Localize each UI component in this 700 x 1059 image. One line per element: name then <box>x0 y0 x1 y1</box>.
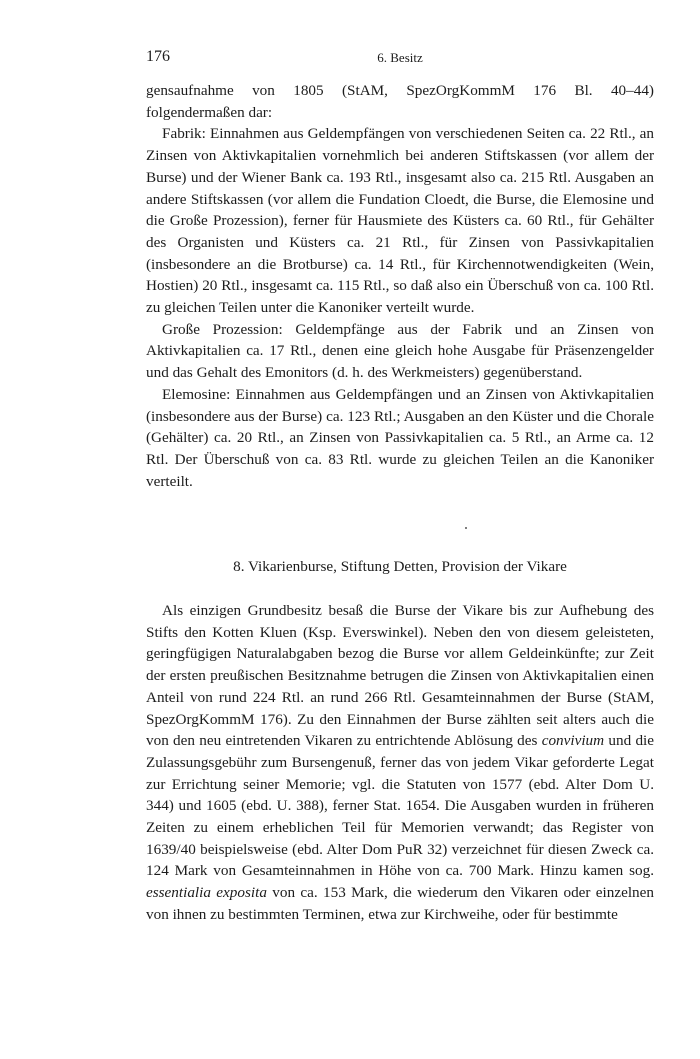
paragraph-text: von ca. 153 Mark, die wiederum den Vikaren oder einzelnen von ihnen zu bestimmten Terminen, etwa zur Kirchweihe, oder für bestimmte <box>146 884 654 923</box>
page-number: 176 <box>146 48 170 65</box>
page-header <box>146 46 654 68</box>
paragraph-text: und die Zulassungsgebühr zum Bursengenuß, ferner das von jedem Vikar geforderte Legat zur Errichtung seiner Memorie; vgl. die Statuten von 1577 (ebd. Alter Dom U. 344) und 1605 (ebd. U. 388), ferner Stat. 1654. Die Ausgaben wurden in früheren Zeiten zu einem erheblichen Teil für Memorien verwandt; das Register von 1639/40 beispielsweise (ebd. Alter Dom PuR 32) verzeichnet für diesen Zweck ca. 124 Mark von Gesamteinnahmen in Höhe von ca. 700 Mark. Hinzu kamen sog. <box>146 732 655 880</box>
speck-mark <box>465 527 467 529</box>
text-block-bottom <box>146 600 654 926</box>
section-heading: 8. Vikarienburse, Stiftung Detten, Provision der Vikare <box>233 558 567 575</box>
paragraph-elemosine: Elemosine: Einnahmen aus Geldempfängen und an Zinsen von Aktivkapitalien (insbesondere aus der Burse) ca. 123 Rtl.; Ausgaben an den Küster und die Chorale (Gehälter) ca. 20 Rtl., an Zinsen von Passivkapitalien ca. 5 Rtl., an Arme ca. 12 Rtl. Der Überschuß von ca. 83 Rtl. wurde zu gleichen Teilen an die Kanoniker verteilt. <box>146 385 654 490</box>
text-block-top <box>146 80 654 492</box>
paragraph-vikarienburse <box>146 600 654 926</box>
italic-term: convivium <box>541 732 605 750</box>
paragraph-grosse-prozession: Große Prozession: Geldempfänge aus der Fabrik und an Zinsen von Aktivkapitalien ca. 17 Rtl., denen eine gleich hohe Ausgabe für Präsenzengelder und das Gehalt des Emonitors (d. h. des Werkmeisters) gegenüberstand. <box>146 320 654 382</box>
paragraph-fabrik: Fabrik: Einnahmen aus Geldempfängen von verschiedenen Seiten ca. 22 Rtl., an Zinsen von Aktivkapitalien vornehmlich bei anderen Stiftskassen (vor allem der Burse) und der Wiener Bank ca. 193 Rtl., insgesamt also ca. 215 Rtl. Ausgaben an andere Stiftskassen (vor allem die Fundation Cloedt, die Burse, die Elemosine und die Große Prozession), ferner für Hausmiete des Küsters ca. 60 Rtl., für Gehälter des Organisten und Küsters ca. 21 Rtl., für Zinsen von Passivkapitalien (insbesondere an die Brotburse) ca. 14 Rtl., für Kirchennotwendigkeiten (Wein, Hostien) 20 Rtl., insgesamt ca. 115 Rtl., so daß also ein Überschuß von ca. 100 Rtl. zu gleichen Teilen unter die Kanoniker verteilt wurde. <box>146 125 654 317</box>
italic-term: essentialia exposita <box>146 884 267 902</box>
running-head: 6. Besitz <box>377 50 423 65</box>
paragraph-continuation: gensaufnahme von 1805 (StAM, SpezOrgKommM 176 Bl. 40–44) folgendermaßen dar: <box>146 82 654 121</box>
paragraph-text: Als einzigen Grundbesitz besaß die Burse der Vikare bis zur Aufhebung des Stifts den Kotten Kluen (Ksp. Everswinkel). Neben den von diesem geleisteten, geringfügigen Naturalabgaben bezog die Burse vor allem Geldeinkünfte; zur Zeit der ersten preußischen Besitznahme betrugen die Zinsen von Aktivkapitalien einen Anteil von rund 224 Rtl. an rund 266 Rtl. Gesamteinnahmen der Burse (StAM, SpezOrgKommM 176). Zu den Einnahmen der Burse zählten seit alters auch die von den neu eintretenden Vikaren zu entrichtende Ablösung des <box>146 602 654 750</box>
